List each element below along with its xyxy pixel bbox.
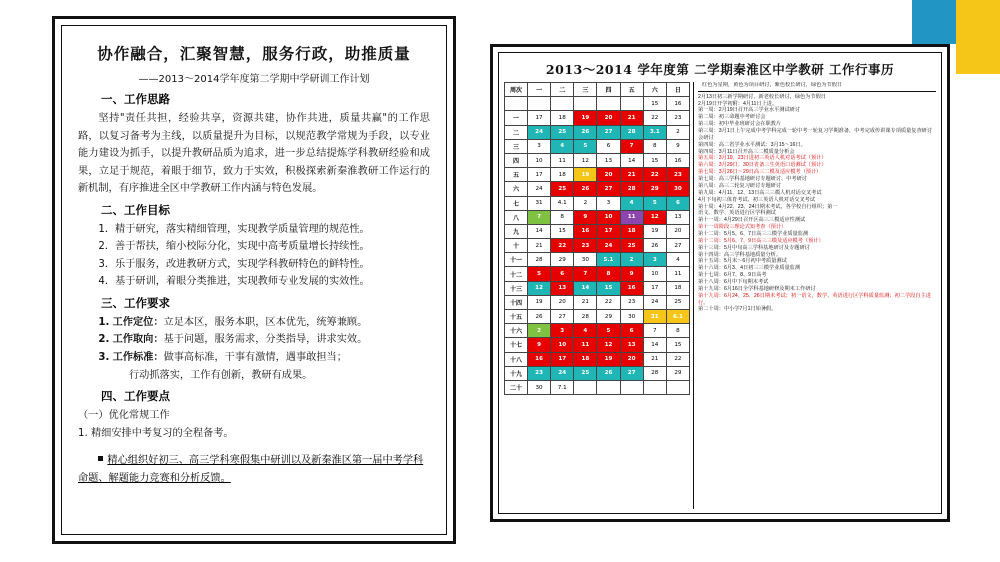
calendar-week-label: 二 — [505, 125, 528, 139]
calendar-note: 第二周：初三命题中考研讨会 — [698, 114, 766, 121]
calendar-day-cell[interactable]: 12 — [597, 338, 620, 352]
section-2-item-2: 2．善于帮扶，缩小校际分化，实现中高考质量增长持续性。 — [98, 241, 370, 253]
calendar-day-cell[interactable]: 8 — [643, 139, 666, 153]
calendar-day-cell[interactable]: 23 — [620, 295, 643, 309]
calendar-note: 2月19日开学初附：4月11日上进。 — [698, 100, 778, 107]
calendar-week-row — [505, 352, 690, 366]
calendar-day-cell[interactable]: 9 — [666, 139, 689, 153]
calendar-week-row — [505, 111, 690, 125]
calendar-day-cell[interactable]: 24 — [643, 295, 666, 309]
calendar-day-cell[interactable]: 11 — [551, 153, 574, 167]
calendar-day-cell[interactable]: 31 — [643, 310, 666, 324]
calendar-day-cell[interactable]: 2 — [574, 196, 597, 210]
calendar-col-header: 日 — [666, 83, 689, 97]
section-heading-2: 二、工作目标 — [101, 202, 170, 217]
calendar-day-cell[interactable]: 17 — [643, 281, 666, 295]
section-2-item-3: 3．乐于服务，改进教研方式，实现学科教研特色的鲜特性。 — [98, 258, 370, 270]
calendar-day-cell[interactable]: 17 — [528, 111, 551, 125]
calendar-legend: 红色为星期，黄色为项目研讨，紫色校长研讨，绿色为节假日 — [702, 82, 843, 88]
calendar-note: 第一周：2月19日召开高三学业水平测试研讨 — [698, 107, 801, 114]
calendar-week-label — [505, 97, 528, 111]
decor-block-yellow — [956, 0, 1000, 44]
calendar-col-header: 一 — [528, 83, 551, 97]
req-3-text: 做事高标准，干事有激情，遇事敢担当； — [163, 352, 347, 364]
calendar-day-cell[interactable]: 18 — [620, 224, 643, 238]
calendar-day-cell[interactable]: 29 — [643, 182, 666, 196]
calendar-day-cell[interactable]: 7 — [528, 210, 551, 224]
calendar-table — [504, 82, 690, 395]
calendar-week-label: 二十 — [505, 380, 528, 394]
section-3-item-2 — [78, 331, 430, 349]
calendar-day-cell[interactable]: 30 — [620, 310, 643, 324]
calendar-day-cell[interactable]: 28 — [620, 125, 643, 139]
calendar-day-cell[interactable] — [597, 380, 620, 394]
calendar-week-row — [505, 168, 690, 182]
calendar-week-row — [505, 224, 690, 238]
calendar-day-cell[interactable]: 27 — [551, 310, 574, 324]
calendar-day-cell[interactable]: 15 — [666, 338, 689, 352]
calendar-day-cell[interactable]: 16 — [666, 97, 689, 111]
calendar-day-cell[interactable]: 14 — [528, 224, 551, 238]
calendar-day-cell[interactable]: 22 — [643, 168, 666, 182]
calendar-day-cell[interactable]: 7 — [574, 267, 597, 281]
calendar-day-cell[interactable] — [666, 380, 689, 394]
calendar-note: 第四周：高二省学业水平测试：3月15～16日。 — [698, 141, 806, 148]
calendar-notes — [693, 82, 936, 509]
calendar-day-cell[interactable]: 3.1 — [643, 125, 666, 139]
calendar-note: 第三周：3月1日上午完成中考学科完成一轮中考一轮复习学期准备，中考完成传讲课专项质量复查研讨会研讨 — [698, 128, 933, 141]
calendar-day-cell[interactable]: 18 — [666, 281, 689, 295]
calendar-week-row — [505, 139, 690, 153]
calendar-week-label: 十 — [505, 239, 528, 253]
calendar-day-cell[interactable]: 13 — [597, 153, 620, 167]
calendar-title: 2013～2014 学年度第 二学期秦淮区中学教研 工作行事历 — [545, 62, 895, 77]
calendar-week-label: 七 — [505, 196, 528, 210]
calendar-day-cell[interactable]: 25 — [574, 366, 597, 380]
calendar-week-label: 八 — [505, 210, 528, 224]
calendar-day-cell[interactable]: 13 — [666, 210, 689, 224]
calendar-day-cell[interactable]: 7.1 — [551, 380, 574, 394]
section-2-item-1: 1．精于研究，落实精细管理，实现教学质量管理的规范性。 — [98, 223, 370, 235]
calendar-day-cell[interactable]: 20 — [597, 168, 620, 182]
calendar-day-cell[interactable]: 15 — [643, 153, 666, 167]
document-page — [61, 25, 447, 535]
calendar-note: 第十一周：4月29日召开区高三三模适应性测试 — [698, 217, 806, 224]
calendar-day-cell[interactable]: 21 — [528, 239, 551, 253]
calendar-day-cell[interactable]: 20 — [551, 295, 574, 309]
calendar-day-cell[interactable]: 20 — [597, 111, 620, 125]
calendar-day-cell[interactable]: 30 — [574, 253, 597, 267]
calendar-note: 第十四周：高三学科基地质量分析。 — [698, 251, 782, 258]
calendar-week-row — [505, 210, 690, 224]
calendar-day-cell[interactable] — [574, 97, 597, 111]
calendar-day-cell[interactable]: 27 — [597, 182, 620, 196]
calendar-day-cell[interactable]: 15 — [643, 97, 666, 111]
calendar-week-label: 十三 — [505, 281, 528, 295]
calendar-day-cell[interactable]: 27 — [666, 239, 689, 253]
notes-divider — [698, 91, 936, 92]
calendar-col-header: 六 — [643, 83, 666, 97]
calendar-day-cell[interactable]: 14 — [643, 338, 666, 352]
section-4-bullet — [78, 452, 430, 487]
calendar-day-cell[interactable]: 5 — [597, 324, 620, 338]
calendar-day-cell[interactable]: 4 — [666, 253, 689, 267]
calendar-week-label: 三 — [505, 139, 528, 153]
calendar-note: 第十六周：6月3、4日初三三模学业质量监测 — [698, 265, 801, 272]
calendar-week-label: 十八 — [505, 352, 528, 366]
req-2-num: 2. — [98, 334, 110, 346]
calendar-note: 第七周：3月26日～29日高三二模及适应模考（预计） — [698, 169, 822, 176]
calendar-day-cell[interactable]: 12 — [574, 153, 597, 167]
calendar-rows — [505, 97, 690, 395]
calendar-week-row — [505, 125, 690, 139]
calendar-week-row — [505, 253, 690, 267]
calendar-day-cell[interactable]: 29 — [597, 310, 620, 324]
calendar-day-cell[interactable]: 5 — [574, 139, 597, 153]
calendar-day-cell[interactable]: 10 — [643, 267, 666, 281]
calendar-day-cell[interactable]: 20 — [620, 352, 643, 366]
calendar-note: 第十五周：5月末～6月初中考质量测试 — [698, 258, 787, 265]
calendar-day-cell[interactable]: 8 — [597, 267, 620, 281]
calendar-day-cell[interactable] — [574, 380, 597, 394]
calendar-week-label: 一 — [505, 111, 528, 125]
calendar-week-label: 四 — [505, 153, 528, 167]
calendar-day-cell[interactable]: 16 — [574, 224, 597, 238]
calendar-note: 第十七周：6月7、8、9日高考 — [698, 272, 767, 279]
calendar-col-header: 四 — [597, 83, 620, 97]
calendar-day-cell[interactable] — [643, 380, 666, 394]
calendar-note: 语文、数学、英语进行区学科测试 — [698, 210, 776, 217]
calendar-week-row — [505, 239, 690, 253]
calendar-day-cell[interactable]: 10 — [528, 153, 551, 167]
calendar-note: 第九周：4月11、12、13日高三三模人机对话交叉考试 — [698, 189, 822, 196]
calendar-day-cell[interactable]: 3 — [643, 253, 666, 267]
calendar-day-cell[interactable]: 22 — [643, 111, 666, 125]
calendar-day-cell[interactable]: 28 — [574, 310, 597, 324]
calendar-day-cell[interactable]: 25 — [620, 239, 643, 253]
calendar-week-label: 十五 — [505, 310, 528, 324]
page-subtitle: ——2013～2014学年度第二学期中学研训工作计划 — [138, 74, 370, 85]
calendar-week-row — [505, 366, 690, 380]
calendar-week-row — [505, 338, 690, 352]
calendar-day-cell[interactable]: 13 — [551, 281, 574, 295]
calendar-col-header: 五 — [620, 83, 643, 97]
calendar-day-cell[interactable] — [597, 97, 620, 111]
calendar-day-cell[interactable]: 5.1 — [597, 253, 620, 267]
calendar-col-header: 周次 — [505, 83, 528, 97]
calendar-day-cell[interactable]: 28 — [643, 366, 666, 380]
calendar-day-cell[interactable]: 23 — [574, 239, 597, 253]
calendar-note: 第十一周阶段三理论式知考查（预计） — [698, 224, 787, 231]
calendar-day-cell[interactable]: 6 — [597, 139, 620, 153]
calendar-day-cell[interactable]: 2 — [620, 253, 643, 267]
calendar-day-cell[interactable]: 10 — [551, 338, 574, 352]
calendar-day-cell[interactable]: 17 — [528, 168, 551, 182]
calendar-day-cell[interactable]: 27 — [620, 366, 643, 380]
calendar-day-cell[interactable]: 29 — [666, 366, 689, 380]
calendar-day-cell[interactable]: 18 — [551, 111, 574, 125]
calendar-day-cell[interactable]: 26 — [528, 310, 551, 324]
calendar-day-cell[interactable]: 19 — [643, 224, 666, 238]
calendar-week-label: 十六 — [505, 324, 528, 338]
req-2-label: 工作取向： — [112, 334, 164, 346]
section-heading-4: 四、工作要点 — [101, 389, 170, 404]
calendar-day-cell[interactable]: 9 — [574, 210, 597, 224]
calendar-day-cell[interactable]: 19 — [528, 295, 551, 309]
req-3-label: 工作标准： — [112, 352, 164, 364]
calendar-day-cell[interactable]: 7 — [643, 324, 666, 338]
calendar-grid-wrap — [504, 82, 690, 509]
calendar-day-cell[interactable] — [620, 380, 643, 394]
section-4-bullet-text: 精心组织好初三、高三学科寒假集中研训以及新秦淮区第一届中考学科命题、解题能力竞赛和分析反馈。 — [78, 455, 424, 484]
calendar-day-cell[interactable]: 16 — [620, 281, 643, 295]
calendar-day-cell[interactable]: 17 — [551, 352, 574, 366]
calendar-day-cell[interactable]: 4.1 — [551, 196, 574, 210]
calendar-day-cell[interactable]: 9 — [528, 338, 551, 352]
calendar-week-row — [505, 380, 690, 394]
calendar-day-cell[interactable]: 25 — [551, 182, 574, 196]
calendar-day-cell[interactable]: 17 — [597, 224, 620, 238]
section-2-item-4: 4．基于研训，着眼分类推进，实现教师专业发展的实效性。 — [98, 276, 370, 288]
calendar-week-label: 十四 — [505, 295, 528, 309]
section-heading-3: 三、工作要求 — [101, 295, 170, 310]
calendar-week-row — [505, 324, 690, 338]
section-heading-1: 一、工作思路 — [101, 92, 170, 106]
bullet-square-icon — [98, 456, 103, 461]
calendar-header-row — [505, 83, 690, 97]
calendar-day-cell[interactable]: 20 — [666, 224, 689, 238]
section-3-item-1 — [78, 314, 430, 332]
req-3-num: 3. — [98, 352, 110, 364]
calendar-day-cell[interactable] — [620, 97, 643, 111]
calendar-day-cell[interactable]: 19 — [574, 111, 597, 125]
calendar-day-cell[interactable]: 23 — [666, 111, 689, 125]
calendar-day-cell[interactable]: 19 — [597, 352, 620, 366]
calendar-note: 2月13日初三新学期研讨，新老校长研讨，绿色为节假日 — [698, 93, 826, 100]
calendar-note: 第二十周：中小学7月1日始暑假。 — [698, 306, 777, 313]
calendar-week-label: 十二 — [505, 267, 528, 281]
calendar-day-cell[interactable]: 3 — [528, 139, 551, 153]
document-panel — [52, 16, 456, 544]
section-1-paragraph: 坚持"责任共担，经验共享，资源共建，协作共进，质量共赢"的工作思路，以复习备考为主线，以质量提升为目标，以规范教学常规为手段，以专业能力建设为抓手，以提升教研品质为追求，进一步总结提炼学科教研经验和成果，立足于规范，着眼于细节，致力于实效，积极探索新秦淮教研工作运行的新机制，有序推进全区中学教研工作内涵与特色发展。 — [78, 113, 430, 195]
calendar-day-cell[interactable]: 8 — [666, 324, 689, 338]
calendar-week-row — [505, 310, 690, 324]
calendar-day-cell[interactable]: 3 — [551, 324, 574, 338]
calendar-day-cell[interactable]: 11 — [666, 267, 689, 281]
calendar-day-cell[interactable]: 2 — [666, 125, 689, 139]
calendar-day-cell[interactable]: 23 — [666, 168, 689, 182]
calendar-day-cell[interactable]: 25 — [551, 125, 574, 139]
calendar-note: 第十三周：5月中旬高三学科基地研讨及专题研讨 — [698, 244, 810, 251]
calendar-day-cell[interactable] — [551, 97, 574, 111]
calendar-day-cell[interactable]: 24 — [597, 239, 620, 253]
calendar-day-cell[interactable]: 15 — [597, 281, 620, 295]
section-3-tail: 行动抓落实，工作有创新，教研有成果。 — [129, 369, 313, 381]
section-4-subheading: （一）优化常规工作 — [78, 410, 170, 422]
decor-block-yellow-2 — [956, 44, 1000, 74]
calendar-day-cell[interactable]: 24 — [551, 366, 574, 380]
calendar-note: 第三周：初中毕业班研讨会在职教片 — [698, 121, 782, 128]
calendar-week-label: 六 — [505, 182, 528, 196]
calendar-day-cell[interactable]: 12 — [643, 210, 666, 224]
calendar-week-row — [505, 295, 690, 309]
calendar-day-cell[interactable]: 18 — [574, 352, 597, 366]
calendar-day-cell[interactable]: 22 — [551, 239, 574, 253]
calendar-day-cell[interactable]: 7 — [620, 139, 643, 153]
calendar-day-cell[interactable]: 24 — [528, 182, 551, 196]
calendar-day-cell[interactable]: 6 — [620, 324, 643, 338]
calendar-note: 第七周：高三学科基地研讨专题研讨、中考研讨 — [698, 176, 807, 183]
req-1-num: 1. — [98, 316, 110, 328]
calendar-day-cell[interactable]: 6.1 — [666, 310, 689, 324]
calendar-day-cell[interactable]: 24 — [528, 125, 551, 139]
calendar-col-header: 三 — [574, 83, 597, 97]
calendar-day-cell[interactable]: 31 — [528, 196, 551, 210]
calendar-note: 第十周：4月22、23、24日期末考试，各学校自行组织；第一 — [698, 203, 838, 210]
req-1-text: 立足本区，服务本职，区本优先，统筹兼顾。 — [163, 316, 368, 328]
calendar-day-cell[interactable]: 21 — [643, 352, 666, 366]
calendar-body — [504, 82, 936, 509]
calendar-day-cell[interactable]: 22 — [666, 352, 689, 366]
calendar-day-cell[interactable]: 14 — [620, 153, 643, 167]
calendar-week-row — [505, 97, 690, 111]
section-4-item-1: 1. 精细安排中考复习的全程备考。 — [78, 427, 234, 439]
calendar-note: 第十九周：6月24、25、26日期末考试；初一语文、数学、英语进行区学科质量监测；初二学段自主进行。 — [698, 292, 931, 306]
calendar-day-cell[interactable]: 13 — [620, 338, 643, 352]
calendar-note: 4月下旬初三体育考试、初三英语人机对话交叉考试 — [698, 196, 816, 203]
calendar-note: 第四周：3月11日召开高三二模质量分析会 — [698, 148, 795, 155]
calendar-day-cell[interactable]: 21 — [620, 111, 643, 125]
calendar-day-cell[interactable]: 18 — [551, 168, 574, 182]
calendar-day-cell[interactable]: 4 — [620, 196, 643, 210]
calendar-week-row — [505, 182, 690, 196]
calendar-week-row — [505, 196, 690, 210]
calendar-day-cell[interactable]: 6 — [666, 196, 689, 210]
calendar-note: 第六周：3月29日、30日省备三生英语口语测试（预计） — [698, 162, 827, 169]
decor-block-blue — [912, 0, 956, 44]
calendar-day-cell[interactable]: 4 — [551, 139, 574, 153]
calendar-day-cell[interactable]: 21 — [620, 168, 643, 182]
calendar-day-cell[interactable]: 27 — [597, 125, 620, 139]
calendar-week-label: 九 — [505, 224, 528, 238]
calendar-col-header: 二 — [551, 83, 574, 97]
calendar-week-row — [505, 281, 690, 295]
calendar-day-cell[interactable]: 11 — [620, 210, 643, 224]
calendar-day-cell[interactable]: 21 — [574, 295, 597, 309]
page-title: 协作融合，汇聚智慧，服务行政，助推质量 — [97, 45, 411, 63]
calendar-day-cell[interactable]: 30 — [666, 182, 689, 196]
calendar-day-cell[interactable]: 3 — [597, 196, 620, 210]
calendar-day-cell[interactable]: 23 — [528, 366, 551, 380]
calendar-note-list — [698, 94, 936, 314]
calendar-day-cell[interactable]: 14 — [574, 281, 597, 295]
calendar-week-row — [505, 267, 690, 281]
calendar-day-cell[interactable]: 4 — [574, 324, 597, 338]
calendar-week-label: 十一 — [505, 253, 528, 267]
calendar-day-cell[interactable]: 26 — [574, 125, 597, 139]
calendar-day-cell[interactable]: 2 — [528, 324, 551, 338]
req-2-text: 基于问题，服务需求，分类指导，讲求实效。 — [163, 334, 368, 346]
calendar-week-label: 五 — [505, 168, 528, 182]
calendar-day-cell[interactable]: 28 — [620, 182, 643, 196]
calendar-day-cell[interactable]: 11 — [574, 338, 597, 352]
calendar-day-cell[interactable] — [528, 97, 551, 111]
calendar-note: 第十二周：5月5、6、7日高三三模学业质量监测 — [698, 230, 809, 237]
calendar-day-cell[interactable]: 10 — [597, 210, 620, 224]
calendar-day-cell[interactable]: 19 — [574, 168, 597, 182]
calendar-day-cell[interactable]: 26 — [597, 366, 620, 380]
calendar-day-cell[interactable]: 6 — [551, 267, 574, 281]
calendar-day-cell[interactable]: 15 — [551, 224, 574, 238]
calendar-day-cell[interactable]: 8 — [551, 210, 574, 224]
calendar-note: 第五周：3月19、23日进初三英语人机对话考试（预计） — [698, 155, 827, 162]
calendar-day-cell[interactable]: 9 — [620, 267, 643, 281]
calendar-day-cell[interactable]: 26 — [574, 182, 597, 196]
calendar-day-cell[interactable]: 12 — [528, 281, 551, 295]
calendar-note: 第十九周：6月16日全学科基地研修及期末工作研讨 — [698, 285, 816, 292]
calendar-note: 第八周：高三二轮复习研讨专题研讨 — [698, 182, 782, 189]
calendar-page — [498, 52, 942, 514]
calendar-day-cell[interactable]: 25 — [666, 295, 689, 309]
calendar-day-cell[interactable]: 16 — [528, 352, 551, 366]
calendar-week-row — [505, 153, 690, 167]
calendar-panel — [490, 44, 950, 522]
calendar-day-cell[interactable]: 5 — [643, 196, 666, 210]
calendar-day-cell[interactable]: 22 — [597, 295, 620, 309]
req-1-label: 工作定位： — [112, 316, 164, 328]
calendar-week-label: 十九 — [505, 366, 528, 380]
calendar-day-cell[interactable]: 30 — [528, 380, 551, 394]
section-3-item-3 — [78, 349, 430, 367]
calendar-day-cell[interactable]: 29 — [551, 253, 574, 267]
calendar-note: 第十八周：6月中下旬期末考试 — [698, 278, 769, 285]
calendar-day-cell[interactable]: 16 — [666, 153, 689, 167]
calendar-day-cell[interactable]: 5 — [528, 267, 551, 281]
calendar-note: 第十二周：5月6、7、9日高三三模及适应模考（预计） — [698, 237, 824, 244]
calendar-day-cell[interactable]: 28 — [528, 253, 551, 267]
calendar-day-cell[interactable]: 26 — [643, 239, 666, 253]
calendar-week-label: 十七 — [505, 338, 528, 352]
